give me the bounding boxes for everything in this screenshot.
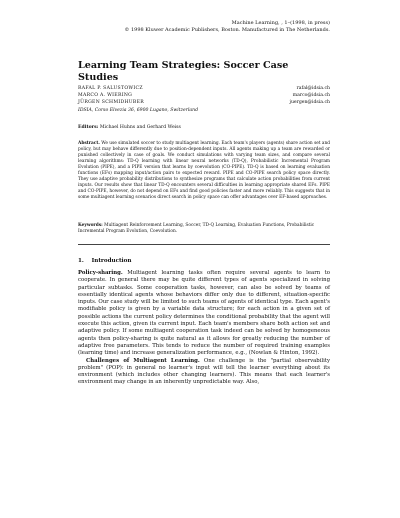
author-name: RAFAL P. SALUSTOWICZ (78, 86, 143, 91)
editors-line (78, 124, 330, 131)
paper-title: Learning Team Strategies: Soccer Case Studies (78, 60, 289, 83)
section-divider (78, 244, 330, 245)
section-title: Introduction (91, 258, 132, 264)
body-text (78, 270, 330, 387)
author-row (78, 99, 330, 106)
paragraph-text: Multiagent learning tasks often require several agents to learn to cooperate. In general there may be quite different types of agents specialized in solving particular subtasks. Some cooperation tasks, however, can also be solved by teams of essentially identical agents whose behaviors differ only due to different, situation-specific inputs. Our case study will be limited to such teams of agents of identical type. Each agent's modifiable policy is given by a variable data structure; for each action in a given set of possible actions the current policy determines the conditional probability that the agent will execute this action, given its current input. Each team's members share both action set and adaptive policy. If some multiagent cooperation task indeed can be solved by homogeneous agents then policy-sharing is quite natural as it allows for greatly reducing the number of adaptive free parameters. This tends to reduce the number of required training examples (learning time) and increase generalization performance, e.g., (Nowlan & Hinton, 1992). (78, 270, 330, 357)
journal-header (124, 20, 330, 34)
paragraph-lead: Policy-sharing. (78, 270, 123, 276)
author-email: juergen@idsia.ch (289, 100, 330, 106)
section-heading (78, 258, 131, 264)
paragraph-lead: Challenges of Multiagent Learning. (86, 357, 200, 364)
author-email: marco@idsia.ch (292, 93, 330, 99)
paragraph (78, 270, 330, 358)
author-row (78, 85, 330, 92)
keywords-text: Multiagent Reinforcement Learning, Soccer, TD-Q Learning, Evaluation Functions, Probabilistic Incremental Program Evolution, Coevolution. (78, 223, 315, 235)
abstract-label: Abstract. (78, 141, 100, 146)
author-email: rafal@idsia.ch (296, 86, 330, 91)
abstract (78, 141, 330, 201)
section-number: 1. (78, 258, 84, 264)
journal-copyright: © 1998 Kluwer Academic Publishers, Boston. Manufactured in The Netherlands. (124, 27, 330, 33)
author-row (78, 92, 330, 99)
affiliation: IDSIA, Corso Elvezia 36, 6900 Lugano, Switzerland (78, 107, 199, 113)
author-block (78, 85, 330, 114)
editors-names: Michael Huhns and Gerhard Weiss (99, 125, 181, 130)
paragraph (78, 358, 330, 387)
keywords-label: Keywords: (78, 223, 103, 228)
paragraph-text: One challenge is the "partial observability problem" (POP): in general no learner's input will tell the learner everything about its environment (which includes other changing learners). This means that each learner's environment may change in an inherently unpredictable way. Also, (78, 357, 330, 386)
author-name: JÜRGEN SCHMIDHUBER (78, 100, 145, 106)
author-name: MARCO A. WIERING (78, 93, 133, 99)
journal-citation: Machine Learning, , 1–(1998, in press) (231, 20, 330, 26)
abstract-text: We use simulated soccer to study multiagent learning. Each team's players (agents) share action set and policy, but may behave differently due to position-dependent inputs. All agents making up a team are rewarded or punished collectively in case of goals. We conduct simulations with varying team sizes, and compare several learning algorithms: TD-Q learning with linear neural networks (TD-Q), Probabilistic Incremental Program Evolution (PIPE), and a PIPE version that learns by coevolution (CO-PIPE). TD-Q is based on learning evaluation functions (EFs) mapping input/action pairs to expected reward. PIPE and CO-PIPE search policy space directly. They use adaptive probability distributions to synthesize programs that calculate action probabilities from current inputs. Our results show that linear TD-Q encounters several difficulties in learning appropriate shared EFs. PIPE and CO-PIPE, however, do not depend on EFs and find good policies faster and more reliably. This suggests that in some multiagent learning scenarios direct search in policy space can offer advantages over EF-based approaches. (78, 141, 330, 201)
keywords (78, 223, 330, 235)
editors-label: Editors: (78, 125, 99, 130)
